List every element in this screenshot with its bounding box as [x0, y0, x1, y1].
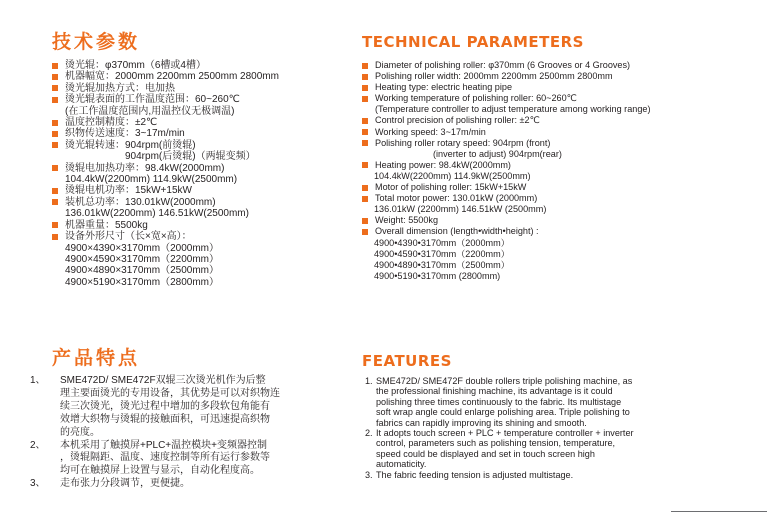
spec-line: 4900•4590•3170mm（2200mm） [374, 248, 510, 259]
feature-number: 3. [365, 469, 373, 480]
features-heading-cn: 产品特点 [52, 347, 141, 369]
feature-item [365, 376, 634, 428]
spec-item [52, 197, 279, 220]
feature-line: control, parameters such as polishing tension, temperature, [376, 438, 616, 449]
spec-item [362, 115, 650, 126]
spec-item [52, 71, 279, 82]
spec-line: 104.4kW(2200mm) 114.9kW(2500mm) [374, 170, 531, 181]
spec-item [52, 185, 279, 196]
feature-item [30, 375, 280, 440]
spec-item [52, 163, 279, 186]
spec-list-en [362, 60, 650, 282]
feature-line: speed could be displayed and set in touch screen high [376, 448, 595, 459]
spec-line: 4900×4890×3170mm（2500mm） [65, 265, 219, 277]
spec-item [362, 60, 650, 71]
spec-line: Total motor power: 130.01kW (2000mm) [375, 193, 538, 204]
bullet-square-icon [362, 140, 368, 146]
feature-line: polishing three times continuously to the fabric. Its multistage [376, 396, 622, 407]
spec-item [362, 193, 650, 215]
spec-line: Working temperature of polishing roller: 60~260℃ [375, 93, 577, 104]
spec-item [362, 127, 650, 138]
feature-item [365, 470, 634, 480]
bullet-square-icon [52, 222, 58, 228]
spec-line: Heating power: 98.4kW(2000mm) [375, 159, 511, 170]
spec-line: 烫光辊加热方式：电加热 [65, 82, 175, 94]
feature-line: automaticity. [376, 459, 427, 470]
spec-line: 设备外形尺寸（长×宽×高）： [65, 231, 192, 243]
spec-item [362, 160, 650, 182]
spec-item [52, 83, 279, 94]
spec-line: Polishing roller rotary speed: 904rpm (front) [375, 137, 551, 148]
feature-list-cn [30, 375, 280, 491]
bullet-square-icon [362, 129, 368, 135]
feature-list-en [365, 376, 634, 480]
bullet-square-icon [362, 196, 368, 202]
bullet-square-icon [52, 234, 58, 240]
feature-line: The fabric feeding tension is adjusted multistage. [376, 469, 574, 480]
spec-item [52, 94, 279, 117]
feature-line: 本机采用了触摸屏+PLC+温控模块+变频器控制 [60, 439, 267, 451]
feature-line: 的亮度。 [60, 426, 100, 438]
bullet-square-icon [362, 118, 368, 124]
spec-item [362, 82, 650, 93]
spec-line: Weight: 5500kg [375, 215, 439, 226]
spec-item [52, 140, 279, 163]
feature-line: 理主要面烫光的专用设备，其优势是可以对织物连 [60, 387, 280, 399]
spec-line: Control precision of polishing roller: ±2℃ [375, 115, 540, 126]
spec-list-cn [52, 60, 279, 288]
spec-item [362, 138, 650, 160]
feature-number: 1. [365, 376, 373, 386]
bullet-square-icon [362, 96, 368, 102]
bullet-square-icon [52, 165, 58, 171]
bullet-square-icon [362, 229, 368, 235]
spec-line: 4900×4390×3170mm（2000mm） [65, 242, 219, 254]
bullet-square-icon [52, 97, 58, 103]
spec-line: 4900•4890•3170mm（2500mm） [374, 259, 510, 270]
spec-line: 织物传送速度：3~17m/min [65, 128, 185, 140]
spec-item [362, 182, 650, 193]
feature-item [30, 478, 280, 491]
features-heading-en: FEATURES [362, 352, 452, 370]
spec-line: 104.4kW(2200mm) 114.9kW(2500mm) [65, 174, 238, 186]
spec-line: Diameter of polishing roller: φ370mm (6 Grooves or 4 Grooves) [375, 60, 631, 70]
spec-item [362, 226, 650, 281]
spec-item [52, 117, 279, 128]
feature-number: 3、 [30, 478, 46, 490]
feature-line: 续三次烫光，烫光过程中增加的多段软包角能有 [60, 400, 270, 412]
feature-line: SME472D/ SME472F double rollers triple polishing machine, as [376, 376, 633, 386]
spec-line: Polishing roller width: 2000mm 2200mm 2500mm 2800mm [375, 71, 613, 82]
feature-number: 1、 [30, 375, 46, 386]
feature-line: ，烫辊隔距、温度、速度控制等所有运行参数等 [60, 452, 270, 464]
spec-line: 烫辊电加热功率：98.4kW(2000mm) [65, 162, 225, 174]
spec-item [52, 231, 279, 288]
spec-line: 136.01kW(2200mm) 146.51kW(2500mm) [65, 208, 249, 220]
spec-item [52, 128, 279, 139]
feature-line: It adopts touch screen + PLC + temperature controller + inverter [376, 428, 634, 439]
bullet-square-icon [52, 74, 58, 80]
feature-line: fabrics can rapidly improving its shining and smooth. [376, 417, 587, 428]
spec-line: 4900×4590×3170mm（2200mm） [65, 253, 219, 265]
spec-line: 烫光辊：φ370mm（6槽或4槽） [65, 60, 206, 71]
bullet-square-icon [362, 74, 368, 80]
spec-line: Overall dimension (length•width•height) : [375, 226, 539, 237]
feature-item [365, 428, 634, 470]
spec-line: 烫光辊转速：904rpm(前烫辊) [65, 139, 196, 151]
bullet-square-icon [362, 85, 368, 91]
bullet-square-icon [52, 63, 58, 69]
technical-parameters-heading-en: TECHNICAL PARAMETERS [362, 33, 584, 51]
spec-item [362, 71, 650, 82]
feature-item [30, 440, 280, 479]
bullet-square-icon [52, 199, 58, 205]
spec-line: 4900•5190•3170mm (2800mm) [374, 270, 501, 281]
spec-line: 烫光辊表面的工作温度范围：60~260℃ [65, 94, 240, 106]
bullet-square-icon [52, 142, 58, 148]
feature-number: 2、 [30, 439, 46, 451]
feature-line: SME472D/ SME472F双辊三次烫光机作为后整 [60, 375, 266, 386]
spec-item [362, 215, 650, 226]
feature-line: 走布张力分段调节，更便捷。 [60, 478, 190, 490]
spec-line: 机器幅宽：2000mm 2200mm 2500mm 2800mm [65, 71, 279, 83]
feature-line: the professional finishing machine, its advantage is it could [376, 386, 613, 397]
feature-number: 2. [365, 428, 373, 439]
bullet-square-icon [362, 218, 368, 224]
feature-line: soft wrap angle could enlarge polishing area. Triple polishing to [376, 407, 630, 418]
spec-item [52, 220, 279, 231]
bullet-square-icon [52, 85, 58, 91]
spec-line: (inverter to adjust) 904rpm(rear) [433, 148, 562, 159]
spec-line: Motor of polishing roller: 15kW+15kW [375, 182, 527, 193]
bullet-square-icon [362, 162, 368, 168]
bullet-square-icon [362, 63, 368, 69]
bullet-square-icon [52, 188, 58, 194]
feature-line: 效增大织物与烫辊的接触面积，可迅速提高织物 [60, 413, 270, 425]
bullet-square-icon [362, 185, 368, 191]
spec-line: (在工作温度范围内,用温控仪无极调温) [65, 105, 235, 117]
bullet-square-icon [52, 120, 58, 126]
spec-item [362, 93, 650, 115]
spec-item [52, 60, 279, 71]
spec-line: 136.01kW (2200mm) 146.51kW (2500mm) [374, 204, 547, 215]
spec-line: 烫辊电机功率：15kW+15kW [65, 185, 192, 197]
bullet-square-icon [52, 131, 58, 137]
footer-rule [671, 511, 767, 512]
technical-parameters-heading-cn: 技术参数 [52, 31, 141, 53]
spec-line: Heating type: electric heating pipe [375, 82, 512, 93]
feature-line: 均可在触摸屏上设置与显示，自动化程度高。 [60, 465, 260, 477]
spec-line: 温度控制精度：±2℃ [65, 117, 158, 129]
spec-line: 机器重量：5500kg [65, 219, 148, 231]
spec-line: 4900×5190×3170mm（2800mm） [65, 276, 219, 288]
spec-line: (Temperature controller to adjust temperature among working range) [375, 104, 651, 115]
spec-line: 装机总功率：130.01kW(2000mm) [65, 196, 216, 208]
spec-line: Working speed: 3~17m/min [375, 126, 486, 137]
spec-line: 904rpm(后烫辊)（两辊变频） [125, 151, 256, 163]
spec-line: 4900•4390•3170mm（2000mm） [374, 237, 510, 248]
